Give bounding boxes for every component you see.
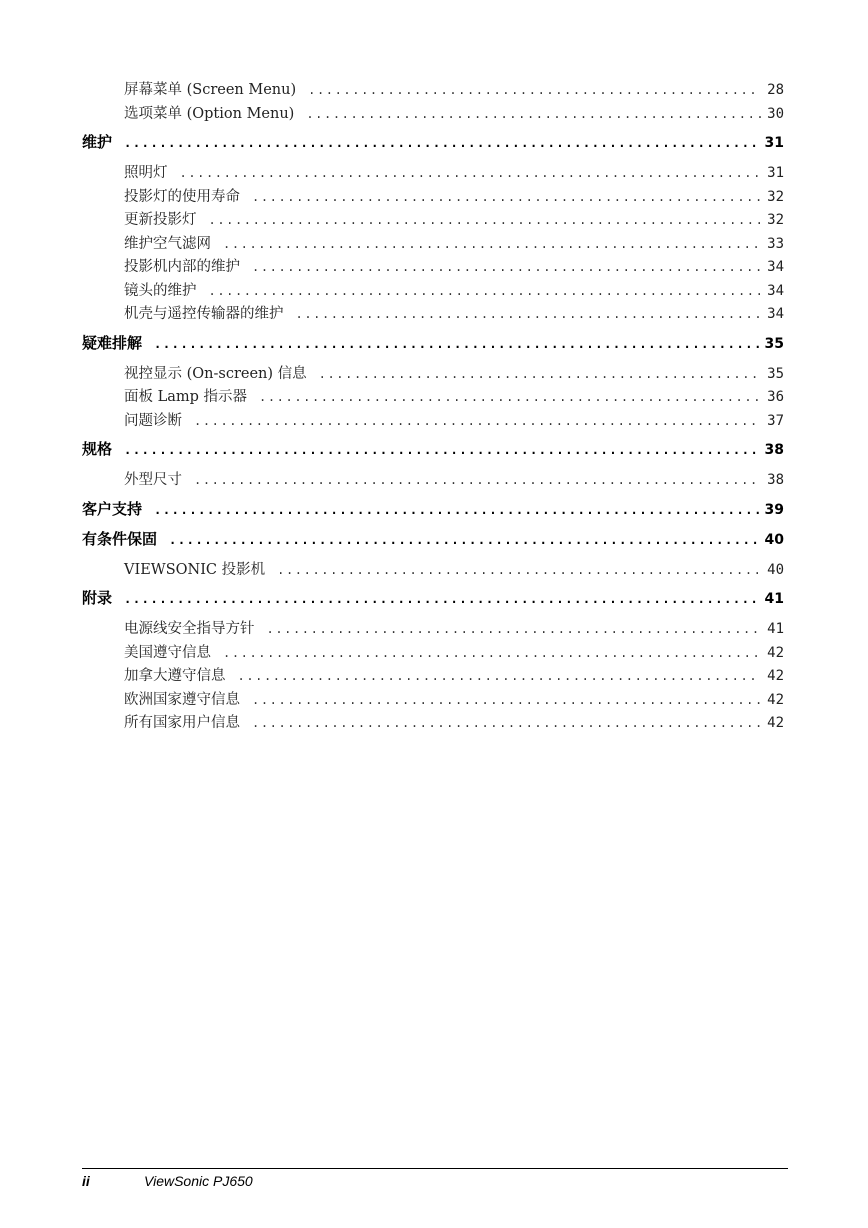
dot-leader: [124, 592, 759, 606]
dot-leader: [252, 716, 761, 730]
toc-entry-lens-maintenance[interactable]: [82, 279, 784, 303]
toc-entry-label: 镜头的维护: [124, 282, 197, 299]
dot-leader: [209, 284, 762, 298]
dot-leader: [154, 503, 759, 517]
dot-leader: [319, 367, 761, 381]
toc-entry-replace-lamp[interactable]: [82, 208, 784, 232]
toc-entry-page: 42: [767, 715, 784, 731]
toc-entry-label: 选项菜单 (Option Menu): [124, 105, 295, 122]
dot-leader: [252, 260, 761, 274]
toc-entry-screen-menu[interactable]: [82, 78, 784, 102]
dot-leader: [124, 136, 759, 150]
toc-entry-page: 28: [767, 82, 784, 98]
toc-entry-page: 37: [767, 412, 784, 429]
toc-section-customer-support[interactable]: [82, 498, 784, 522]
dot-leader: [259, 390, 761, 404]
toc-entry-canada-compliance[interactable]: [82, 664, 784, 688]
toc-entry-label: 美国遵守信息: [124, 644, 211, 661]
dot-leader: [124, 443, 759, 457]
dot-leader: [194, 473, 761, 487]
toc-section-label: 客户支持: [82, 499, 143, 518]
toc-entry-all-countries[interactable]: [82, 711, 784, 735]
dot-leader: [252, 693, 761, 707]
toc-entry-page: 34: [767, 259, 784, 275]
toc-entry-label: 机壳与遥控传输器的维护: [124, 306, 284, 322]
toc-entry-page: 42: [767, 691, 784, 708]
footer-page-number: ii: [82, 1173, 90, 1189]
toc-entry-page: 42: [767, 668, 784, 684]
toc-entry-label: 视控显示 (On-screen) 信息: [124, 365, 307, 382]
toc-entry-viewsonic-projector[interactable]: [82, 558, 784, 582]
toc-section-limited-warranty[interactable]: [82, 528, 784, 552]
dot-leader: [277, 563, 761, 577]
toc-section-label: 规格: [82, 440, 113, 458]
page-footer: [82, 1173, 253, 1189]
dot-leader: [209, 213, 762, 227]
dot-leader: [154, 337, 759, 351]
toc-entry-internal-maintenance[interactable]: [82, 255, 784, 279]
dot-leader: [306, 107, 761, 121]
dot-leader: [223, 237, 761, 251]
toc-entry-page: 31: [767, 165, 784, 181]
toc-entry-page: 34: [767, 306, 784, 322]
toc-entry-label: 更新投影灯: [124, 212, 197, 228]
toc-section-label: 疑难排解: [82, 333, 143, 352]
toc-entry-label: 照明灯: [124, 165, 168, 181]
toc-section-page: 40: [764, 531, 784, 548]
dot-leader: [223, 646, 761, 660]
toc-entry-page: 32: [767, 212, 784, 228]
footer-divider: [82, 1168, 788, 1169]
toc-entry-page: 35: [767, 365, 784, 382]
toc-entry-page: 33: [767, 235, 784, 252]
toc-entry-us-compliance[interactable]: [82, 641, 784, 665]
toc-entry-power-cord-safety[interactable]: [82, 617, 784, 641]
toc-entry-page: 40: [767, 561, 784, 578]
toc-section-specifications[interactable]: [82, 438, 784, 462]
toc-entry-page: 30: [767, 105, 784, 122]
dot-leader: [267, 622, 762, 636]
toc-section-label: 维护: [82, 133, 113, 151]
footer-product-name: ViewSonic PJ650: [144, 1173, 253, 1189]
toc-entry-label: 外型尺寸: [124, 472, 182, 488]
toc-entry-page: 36: [767, 389, 784, 405]
toc-entry-diagnosis[interactable]: [82, 409, 784, 433]
toc-entry-air-filter[interactable]: [82, 232, 784, 256]
toc-entry-label: 维护空气滤网: [124, 235, 211, 252]
toc-entry-label: 所有国家用户信息: [124, 715, 240, 731]
toc-section-page: 41: [764, 591, 784, 607]
toc-section-page: 31: [764, 135, 784, 151]
toc-entry-label: 问题诊断: [124, 412, 182, 429]
toc-section-label: 附录: [82, 589, 113, 607]
toc-section-maintenance[interactable]: [82, 131, 784, 155]
toc-entry-option-menu[interactable]: [82, 102, 784, 126]
dot-leader: [180, 166, 762, 180]
toc-entry-label: 加拿大遵守信息: [124, 668, 226, 684]
toc-entry-label: 投影灯的使用寿命: [124, 188, 240, 205]
toc-entry-onscreen-info[interactable]: [82, 362, 784, 386]
toc-entry-label: 屏幕菜单 (Screen Menu): [124, 82, 297, 98]
toc-entry-case-remote[interactable]: [82, 302, 784, 326]
toc-entry-page: 38: [767, 472, 784, 488]
dot-leader: [169, 533, 759, 547]
toc-entry-page: 41: [767, 621, 784, 637]
table-of-contents: [82, 78, 784, 735]
toc-entry-label: 投影机内部的维护: [124, 259, 240, 275]
toc-entry-page: 34: [767, 282, 784, 299]
toc-entry-europe-compliance[interactable]: [82, 688, 784, 712]
toc-section-troubleshooting[interactable]: [82, 332, 784, 356]
toc-entry-label: 面板 Lamp 指示器: [124, 389, 248, 405]
dot-leader: [296, 307, 762, 321]
dot-leader: [308, 83, 761, 97]
toc-section-page: 35: [764, 335, 784, 352]
toc-section-label: 有条件保固: [82, 529, 158, 548]
toc-entry-label: VIEWSONIC 投影机: [124, 561, 266, 578]
toc-entry-lamp[interactable]: [82, 161, 784, 185]
toc-section-page: 38: [764, 442, 784, 458]
toc-entry-page: 42: [767, 644, 784, 661]
toc-entry-dimensions[interactable]: [82, 468, 784, 492]
toc-entry-label: 电源线安全指导方针: [124, 621, 255, 637]
toc-section-appendix[interactable]: [82, 587, 784, 611]
dot-leader: [252, 190, 761, 204]
toc-section-page: 39: [764, 501, 784, 518]
toc-entry-page: 32: [767, 188, 784, 205]
toc-entry-label: 欧洲国家遵守信息: [124, 691, 240, 708]
toc-entry-lamp-indicator[interactable]: [82, 385, 784, 409]
dot-leader: [194, 414, 761, 428]
toc-entry-lamp-life[interactable]: [82, 185, 784, 209]
dot-leader: [238, 669, 762, 683]
